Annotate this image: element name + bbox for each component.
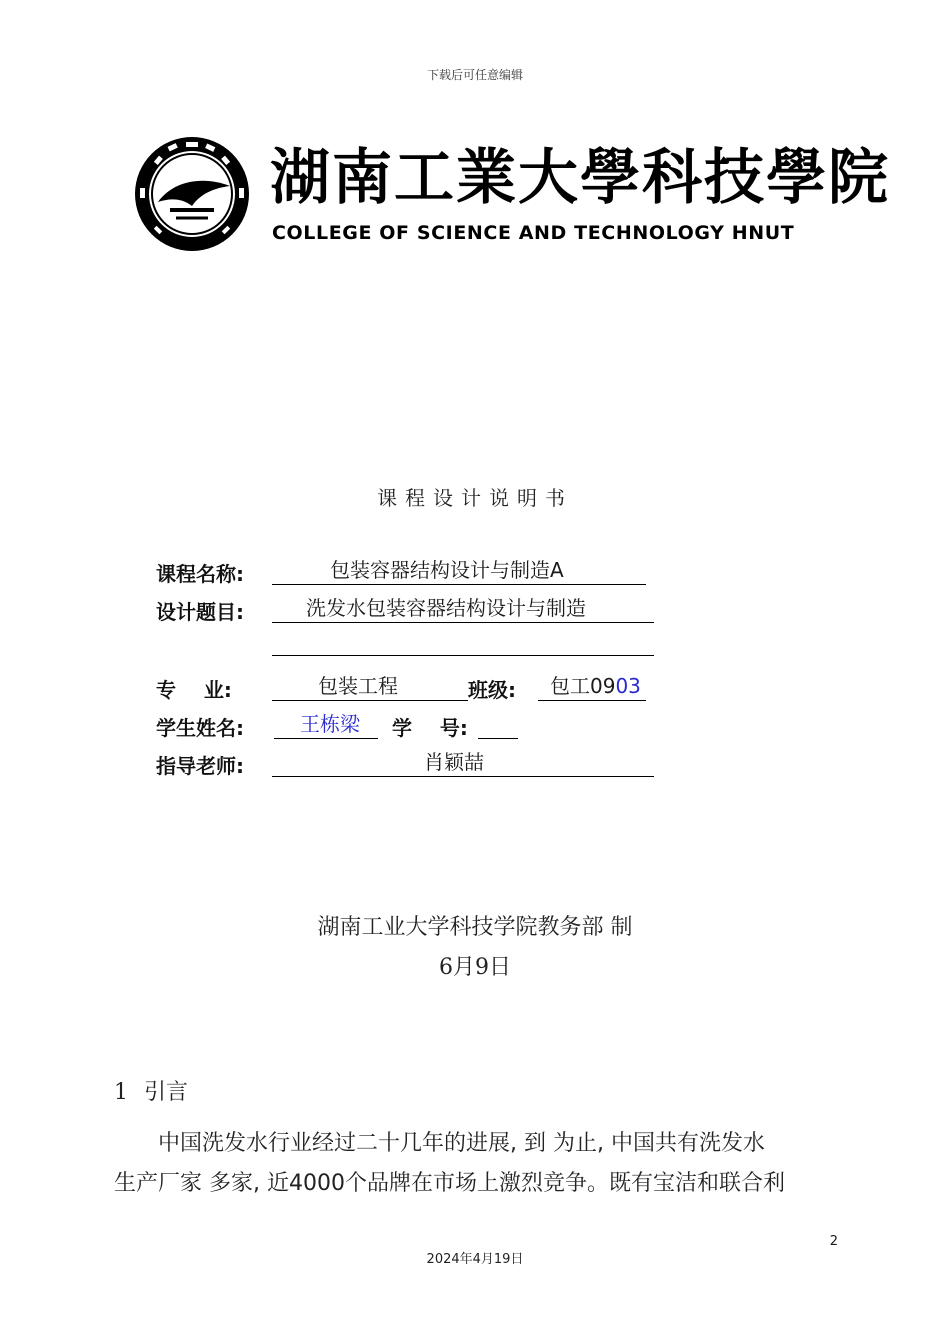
college-name-en: COLLEGE OF SCIENCE AND TECHNOLOGY HNUT (272, 222, 795, 244)
advisor-value: 肖颖喆 (424, 750, 484, 774)
footer-date: 2024年4月19日 (426, 1252, 524, 1267)
major-value: 包装工程 (318, 674, 398, 698)
student-id-label: 学 号: (392, 716, 468, 740)
advisor-underline (272, 750, 654, 777)
class-underline (538, 674, 646, 701)
design-topic-underline (272, 596, 654, 623)
student-id-underline (478, 712, 518, 739)
student-name-label: 学生姓名: (156, 716, 244, 740)
major-label: 专 业: (156, 678, 232, 702)
design-topic-value: 洗发水包装容器结构设计与制造 (306, 596, 586, 620)
course-name-label: 课程名称: (156, 562, 244, 586)
section-heading (114, 1075, 188, 1106)
paragraph-line-2: 生产厂家 多家, 近4000个品牌在市场上激烈竞争。既有宝洁和联合利 (114, 1171, 785, 1196)
major-underline (272, 674, 468, 701)
issue-date: 6月9日 (439, 955, 511, 980)
class-value: 包工0903 (550, 674, 641, 698)
student-name-underline (274, 712, 378, 739)
college-seal-logo (134, 136, 250, 252)
student-name-value[interactable]: 王栋梁 (300, 712, 360, 736)
design-topic-label: 设计题目: (156, 600, 244, 624)
course-name-value: 包装容器结构设计与制造A (330, 558, 564, 582)
section-title: 引言 (144, 1080, 189, 1105)
issuer-line: 湖南工业大学科技学院教务部 制 (317, 915, 633, 940)
header-note: 下载后可任意编辑 (426, 68, 523, 82)
document-title: 课程设计说明书 (377, 486, 573, 510)
course-name-underline (272, 558, 646, 585)
page-number: 2 (829, 1234, 838, 1249)
topic-continuation-line (272, 631, 654, 656)
advisor-label: 指导老师: (156, 754, 244, 778)
section-number: 1 (114, 1080, 128, 1105)
paragraph-line-1: 中国洗发水行业经过二十几年的进展, 到 为止, 中国共有洗发水 (158, 1131, 765, 1156)
college-name-cn: 湖南工業大學科技學院 (270, 143, 890, 213)
class-label: 班级: (468, 678, 516, 702)
